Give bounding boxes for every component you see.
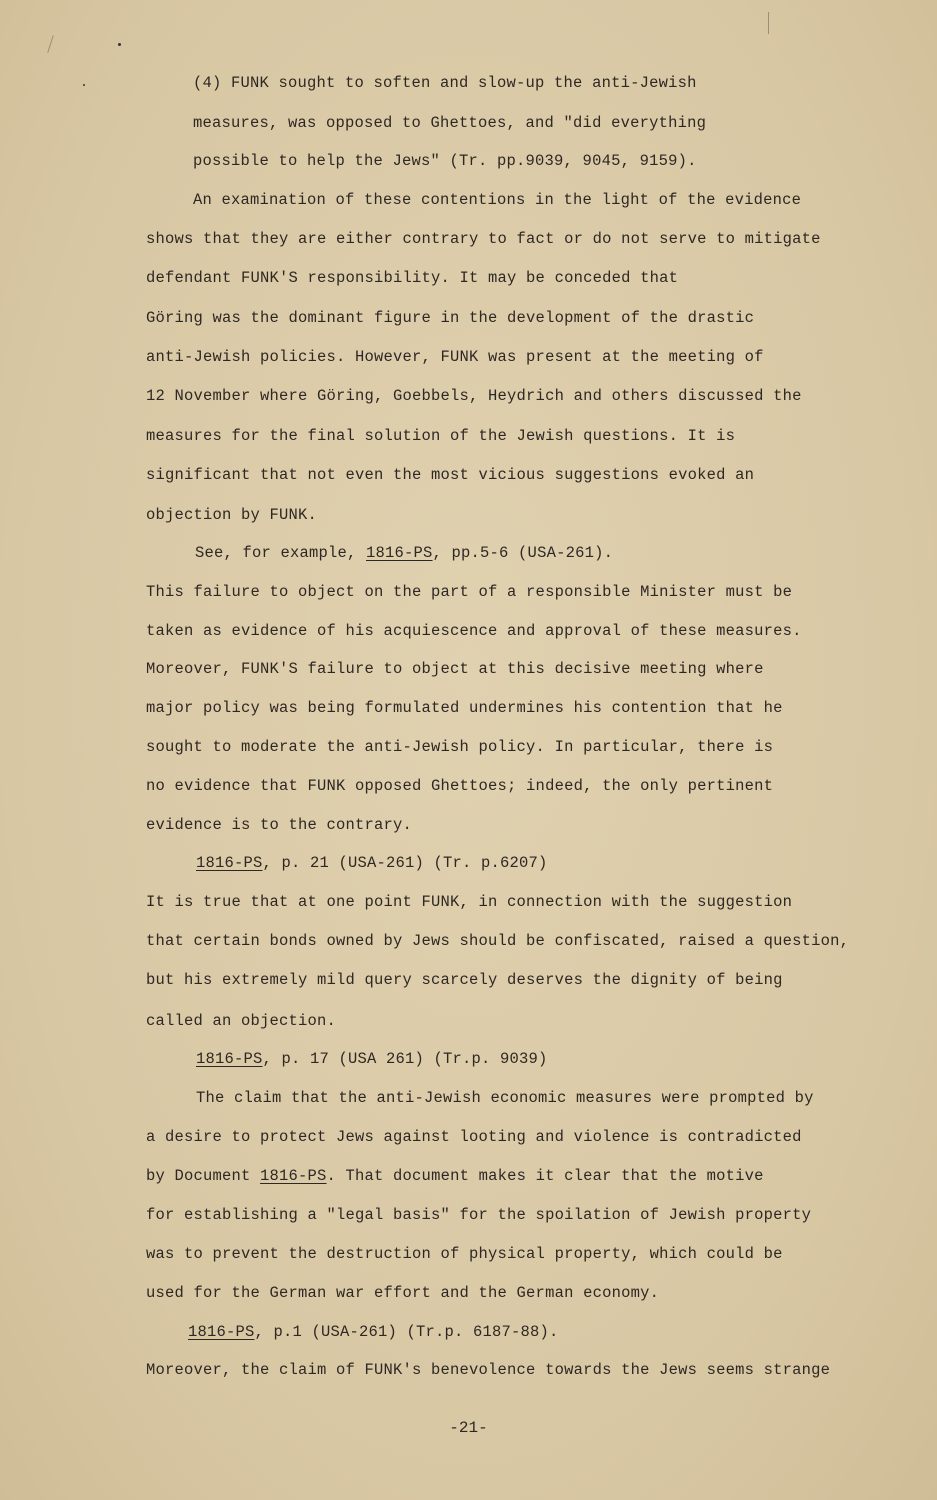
text-line: called an objection. (146, 1012, 337, 1030)
paper-scratch (47, 35, 54, 52)
citation-line (188, 1322, 559, 1342)
text-line: The claim that the anti-Jewish economic measures were prompted by (196, 1089, 814, 1107)
text-line: measures for the final solution of the Jewish questions. It is (146, 427, 736, 445)
citation-detail: , p. 21 (USA-261) (Tr. p.6207) (262, 854, 548, 872)
citation-detail: , p. 17 (USA 261) (Tr.p. 9039) (262, 1050, 548, 1068)
text-fragment: . That document makes it clear that the motive (326, 1167, 764, 1185)
text-line: but his extremely mild query scarcely deserves the dignity of being (146, 971, 783, 989)
text-line: This failure to object on the part of a responsible Minister must be (146, 583, 793, 601)
citation-line (196, 1049, 548, 1069)
citation-prefix: See, for example, (195, 544, 367, 562)
text-line: a desire to protect Jews against looting and violence is contradicted (146, 1128, 802, 1146)
text-line: that certain bonds owned by Jews should be confiscated, raised a question, (146, 932, 850, 950)
text-line: Moreover, FUNK'S failure to object at this decisive meeting where (146, 660, 764, 678)
text-line: possible to help the Jews" (Tr. pp.9039, 9045, 9159). (193, 152, 697, 170)
text-line: used for the German war effort and the German economy. (146, 1284, 660, 1302)
document-reference: 1816-PS (196, 854, 263, 872)
text-line: Moreover, the claim of FUNK's benevolence towards the Jews seems strange (146, 1361, 831, 1379)
text-line (146, 1166, 764, 1186)
text-line: taken as evidence of his acquiescence and approval of these measures. (146, 622, 802, 640)
ink-speck (83, 84, 85, 86)
document-reference: 1816-PS (196, 1050, 263, 1068)
text-fragment: by Document (146, 1167, 261, 1185)
document-reference: 1816-PS (260, 1167, 327, 1185)
paper-scratch (768, 12, 769, 34)
text-line: anti-Jewish policies. However, FUNK was present at the meeting of (146, 348, 764, 366)
citation-detail: , p.1 (USA-261) (Tr.p. 6187-88). (254, 1323, 559, 1341)
text-line: no evidence that FUNK opposed Ghettoes; indeed, the only pertinent (146, 777, 774, 795)
text-line: sought to moderate the anti-Jewish policy. In particular, there is (146, 738, 774, 756)
text-line: Göring was the dominant figure in the development of the drastic (146, 309, 755, 327)
citation-line (196, 853, 548, 873)
page-number: -21- (449, 1419, 488, 1437)
text-line: measures, was opposed to Ghettoes, and "did everything (193, 114, 707, 132)
citation-detail: , pp.5-6 (USA-261). (432, 544, 614, 562)
text-line: for establishing a "legal basis" for the spoilation of Jewish property (146, 1206, 812, 1224)
text-line: 12 November where Göring, Goebbels, Heydrich and others discussed the (146, 387, 802, 405)
text-line: shows that they are either contrary to fact or do not serve to mitigate (146, 230, 821, 248)
text-line: was to prevent the destruction of physical property, which could be (146, 1245, 783, 1263)
text-line: evidence is to the contrary. (146, 816, 413, 834)
document-reference: 1816-PS (366, 544, 433, 562)
text-line: major policy was being formulated undermines his contention that he (146, 699, 783, 717)
document-reference: 1816-PS (188, 1323, 255, 1341)
text-line: An examination of these contentions in the light of the evidence (193, 191, 802, 209)
text-line: It is true that at one point FUNK, in connection with the suggestion (146, 893, 793, 911)
text-line: (4) FUNK sought to soften and slow-up the anti-Jewish (193, 74, 697, 92)
ink-speck (118, 43, 121, 46)
citation-line (195, 543, 613, 563)
text-line: significant that not even the most vicious suggestions evoked an (146, 466, 755, 484)
text-line: objection by FUNK. (146, 506, 318, 524)
text-line: defendant FUNK'S responsibility. It may be conceded that (146, 269, 679, 287)
